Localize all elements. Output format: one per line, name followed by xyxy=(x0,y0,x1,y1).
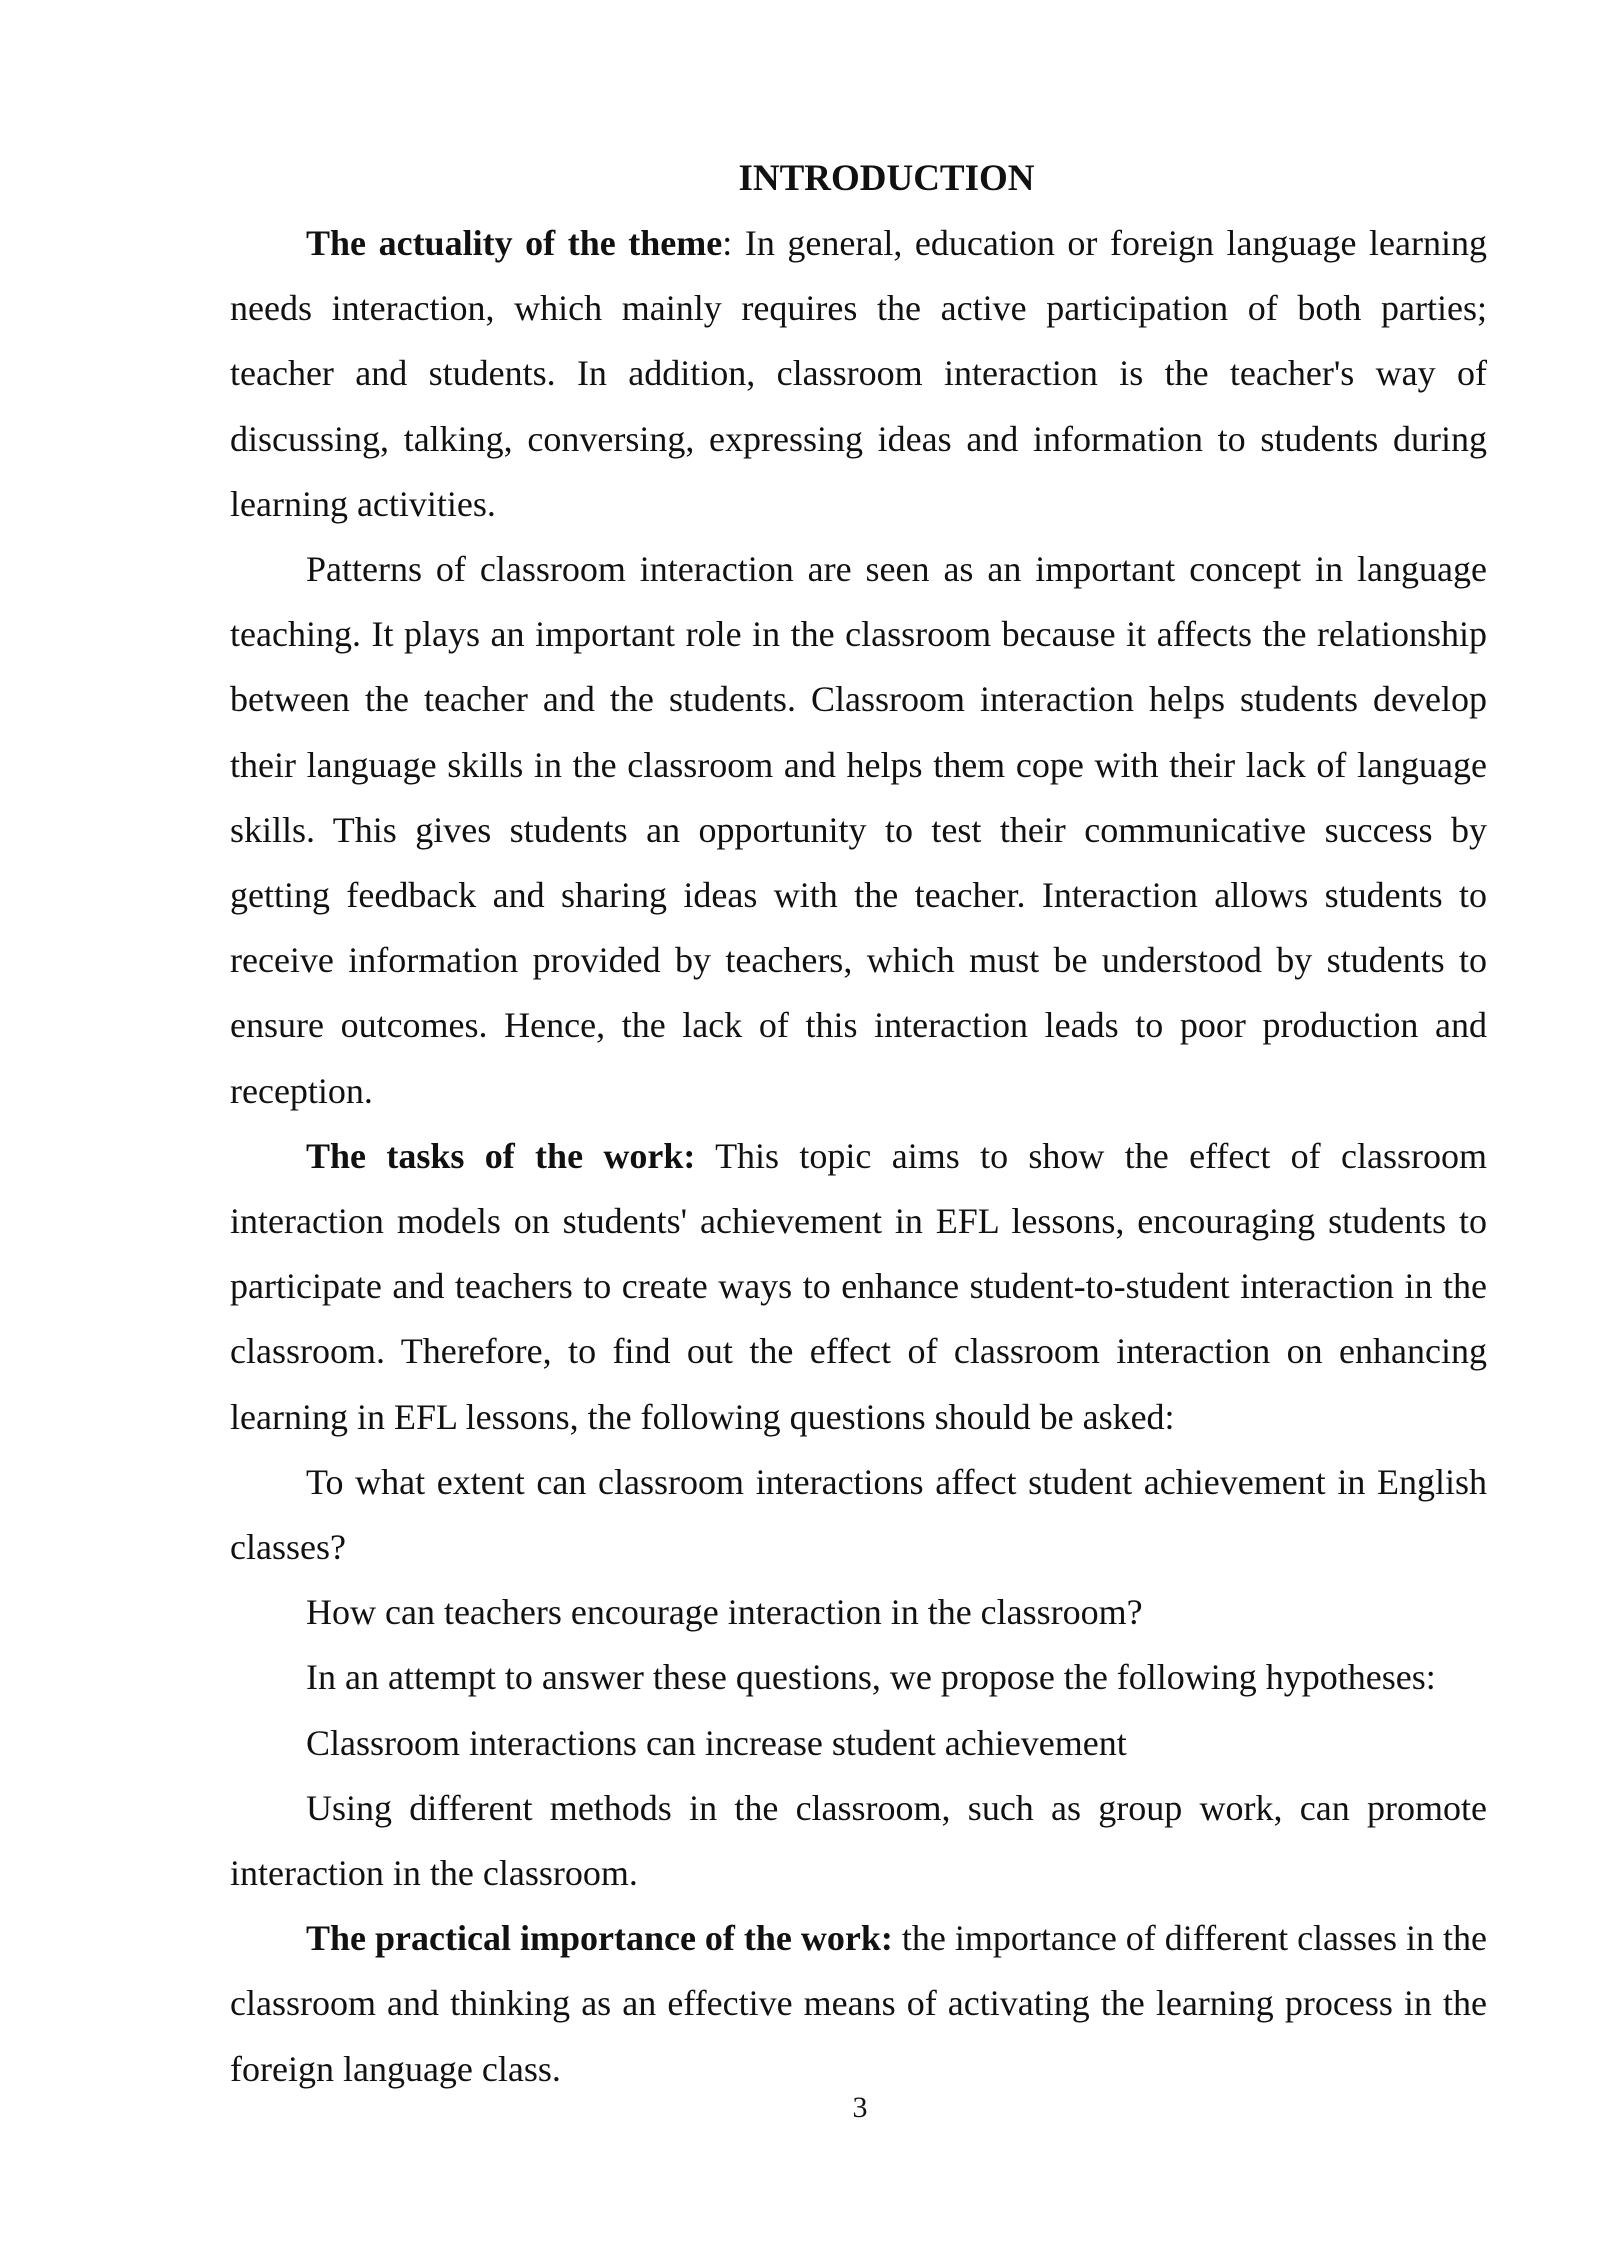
paragraph-lead: The actuality of the theme xyxy=(306,223,723,263)
paragraph-practical-importance xyxy=(230,1906,1487,2102)
paragraph-question-1 xyxy=(230,1450,1487,1580)
document-page xyxy=(230,146,1487,2102)
paragraph-text: This topic aims to show the effect of classroom interaction models on students' achievement in EFL lessons, encouraging students to participate and teachers to create ways to enhance student-to-student interaction in the classroom. Therefore, to find out the effect of classroom interaction on enhancing learning in EFL lessons, the following questions should be asked: xyxy=(230,1135,1487,1437)
paragraph-text: Classroom interactions can increase student achievement xyxy=(306,1722,1127,1763)
paragraph-tasks xyxy=(230,1124,1487,1450)
paragraph-text: In an attempt to answer these questions, we propose the following hypotheses: xyxy=(306,1657,1436,1698)
paragraph-lead: The tasks of the work: xyxy=(306,1135,696,1176)
paragraph-text: Using different methods in the classroom, such as group work, can promote interaction in the classroom. xyxy=(230,1787,1487,1894)
paragraph-actuality xyxy=(230,211,1487,537)
paragraph-hypothesis-2 xyxy=(230,1776,1487,1906)
paragraph-text: How can teachers encourage interaction in the classroom? xyxy=(306,1592,1143,1633)
page-number: 3 xyxy=(852,2091,868,2124)
page-title: INTRODUCTION xyxy=(738,158,1035,199)
paragraph-hypotheses-intro xyxy=(230,1645,1487,1710)
paragraph-text: Patterns of classroom interaction are seen as an important concept in language teaching. It plays an important role in the classroom because it affects the relationship between the teacher and the students. Classroom interaction helps students develop their language skills in the classroom and helps them cope with their lack of language skills. This gives students an opportunity to test their communicative success by getting feedback and sharing ideas with the teacher. Interaction allows students to receive information provided by teachers, which must be understood by students to ensure outcomes. Hence, the lack of this interaction leads to poor production and reception. xyxy=(230,549,1487,1111)
paragraph-lead: The practical importance of the work: xyxy=(306,1918,893,1959)
paragraph-text: : In general, education or foreign language learning needs interaction, which mainly requires the active participation of both parties; teacher and students. In addition, classroom interaction is the teacher's way of discussing, talking, conversing, expressing ideas and information to students during learning activities. xyxy=(230,223,1487,524)
paragraph-question-2 xyxy=(230,1580,1487,1645)
paragraph-text: To what extent can classroom interactions affect student achievement in English classes? xyxy=(230,1461,1487,1568)
paragraph-hypothesis-1 xyxy=(230,1711,1487,1776)
paragraph-text: the importance of different classes in the classroom and thinking as an effective means of activating the learning process in the foreign language class. xyxy=(230,1918,1488,2089)
paragraph-patterns xyxy=(230,537,1487,1124)
